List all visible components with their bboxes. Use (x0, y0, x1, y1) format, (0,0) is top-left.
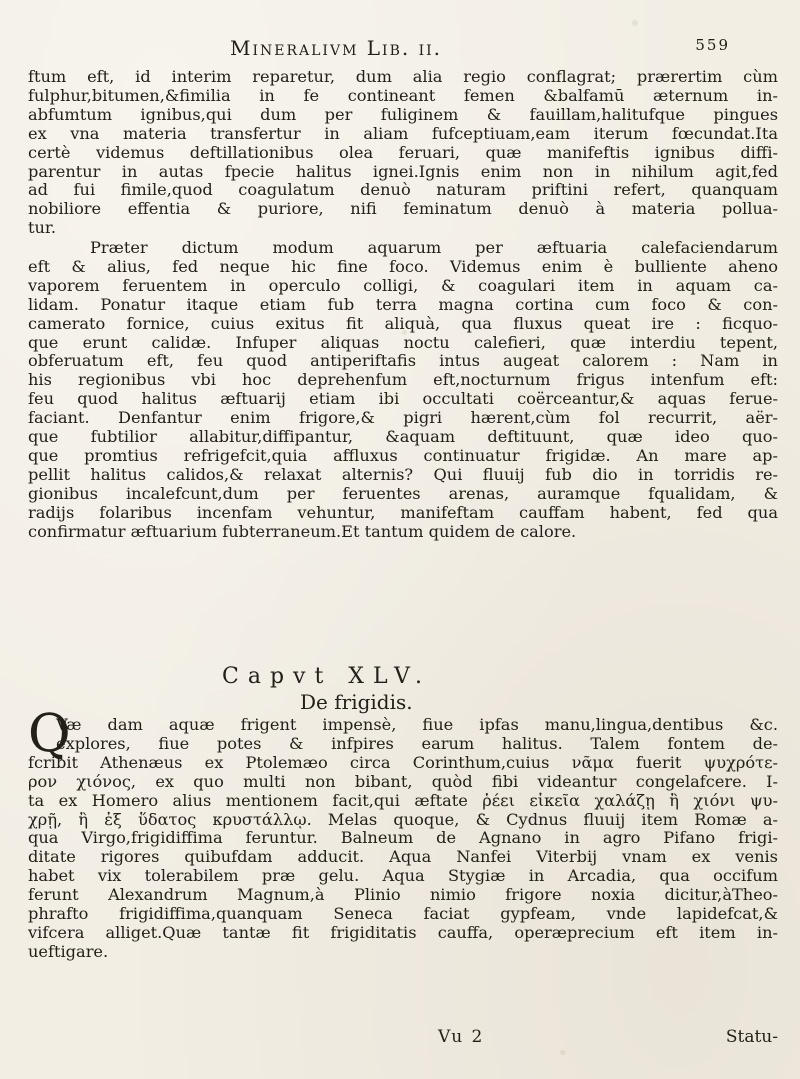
text-line: confirmatur æftuarium fubterraneum.Et tantum quidem de calore. (28, 521, 577, 541)
page-header (230, 36, 730, 60)
page-number: 559 (695, 36, 730, 54)
page-footer (438, 1027, 778, 1051)
text-line: vifcera alliget.Quæ tantæ fit frigiditatis cauffa, operæprecium eft item in- (28, 922, 778, 942)
text-line: χρῇ, ἢ ἐξ ὕδατος κρυστάλλῳ. Melas quoque, & Cydnus fluuij item Romæ a- (28, 809, 778, 829)
text-line: certè videmus deftillationibus olea feruari, quæ manifeftis ignibus diffi- (28, 142, 778, 162)
text-line: ad fui fimile,quod coagulatum denuò naturam priftini refert, quanquam (28, 180, 778, 200)
signature-mark: Vu 2 (438, 1027, 485, 1047)
text-line: phrafto frigidiffima,quanquam Seneca faciat gypfeam, vnde lapidefcat,& (28, 904, 778, 924)
text-line: radijs folaribus incenfam vehuntur, manifeftam cauffam habent, fed qua (28, 502, 778, 522)
text-line: feu quod halitus æftuarij etiam ibi occultati coërceantur,& aquas ferue- (28, 389, 778, 409)
text-line: pellit halitus calidos,& relaxat alternis? Qui fluuij fub dio in torridis re- (28, 464, 778, 484)
text-line: nobiliore effentia & puriore, nifi feminatum denuò à materia pollua- (28, 199, 778, 219)
text-line: ex vna materia transfertur in aliam fufceptiuam,eam iterum fœcundat.Ita (28, 123, 778, 143)
text-line: fcribit Athenæus ex Ptolemæo circa Corinthum,cuius νᾶμα fuerit ψυχρότε- (28, 752, 778, 772)
text-line: que fubtilior allabitur,diffipantur, &aquam deftituunt, quæ ideo quo- (28, 427, 778, 447)
running-title: Mineralivm Lib. ii. (230, 36, 442, 60)
text-line: abfumtum ignibus,qui dum per fuliginem & fauillam,halitufque pingues (28, 104, 778, 124)
text-line: obferuatum eft, feu quod antiperiftafis intus augeat calorem : Nam in (28, 351, 778, 371)
text-line: fulphur,bitumen,&fimilia in fe contineant femen &balfamū æternum in- (28, 85, 778, 105)
text-line: lidam. Ponatur itaque etiam fub terra magna cortina cum foco & con- (28, 294, 778, 314)
text-line: explores, fiue potes & infpires earum halitus. Talem fontem de- (56, 733, 778, 753)
paragraph-2 (28, 239, 778, 542)
text-line: ueftigare. (28, 941, 109, 961)
chapter-subheading: De frigidis. (300, 690, 413, 714)
text-line: Væ dam aquæ frigent impensè, fiue ipfas manu,lingua,dentibus &c. (56, 715, 778, 734)
text-line: faciant. Denfantur enim frigore,& pigri hærent,cùm fol recurrit, aër- (28, 408, 778, 428)
text-line: Præter dictum modum aquarum per æftuaria calefaciendarum (90, 238, 778, 257)
paragraph-3 (28, 716, 778, 962)
catchword: Statu- (725, 1027, 778, 1047)
text-line: ta ex Homero alius mentionem facit,qui æftate ῥέει εἰκεῖα χαλάζῃ ἢ χιόνι ψυ- (28, 790, 778, 810)
text-line: vaporem feruentem in operculo colligi, & coagulari item in aquam ca- (28, 275, 778, 295)
text-line: ρον χιόνος, ex quo multi non bibant, quòd fibi videantur congelafcere. I- (28, 771, 778, 791)
text-line: que erunt calidæ. Infuper aliquas noctu calefieri, quæ interdiu tepent, (28, 332, 778, 352)
text-line: ftum eft, id interim reparetur, dum alia regio conflagrat; prærertim cùm (28, 67, 778, 86)
chapter-heading: Capvt XLV. (222, 664, 431, 689)
paragraph-1 (28, 68, 778, 238)
text-line: habet vix tolerabilem præ gelu. Aqua Stygiæ in Arcadia, qua occifum (28, 866, 778, 886)
text-line: gionibus incalefcunt,dum per feruentes arenas, auramque fqualidam, & (28, 483, 778, 503)
text-line: parentur in autas fpecie halitus ignei.Ignis enim non in nihilum agit,fed (28, 161, 778, 181)
drop-cap: Q (28, 704, 71, 764)
text-line: his regionibus vbi hoc deprehenfum eft,nocturnum frigus intenfum eft: (28, 370, 778, 390)
text-line: eft & alius, fed neque hic fine foco. Videmus enim è bulliente aheno (28, 256, 778, 276)
text-line: tur. (28, 218, 57, 238)
text-line: camerato fornice, cuius exitus fit aliquà, qua fluxus queat ire : ficquo- (28, 313, 778, 333)
text-line: ferunt Alexandrum Magnum,à Plinio nimio frigore noxia dicitur,àTheo- (28, 885, 778, 905)
text-line: ditate rigores quibufdam adducit. Aqua Nanfei Viterbij vnam ex venis (28, 847, 778, 867)
text-line: que promtius refrigefcit,quia affluxus continuatur frigidæ. An mare ap- (28, 445, 778, 465)
text-line: qua Virgo,frigidiffima feruntur. Balneum de Agnano in agro Pifano frigi- (28, 828, 778, 848)
paper-stain (632, 20, 638, 26)
